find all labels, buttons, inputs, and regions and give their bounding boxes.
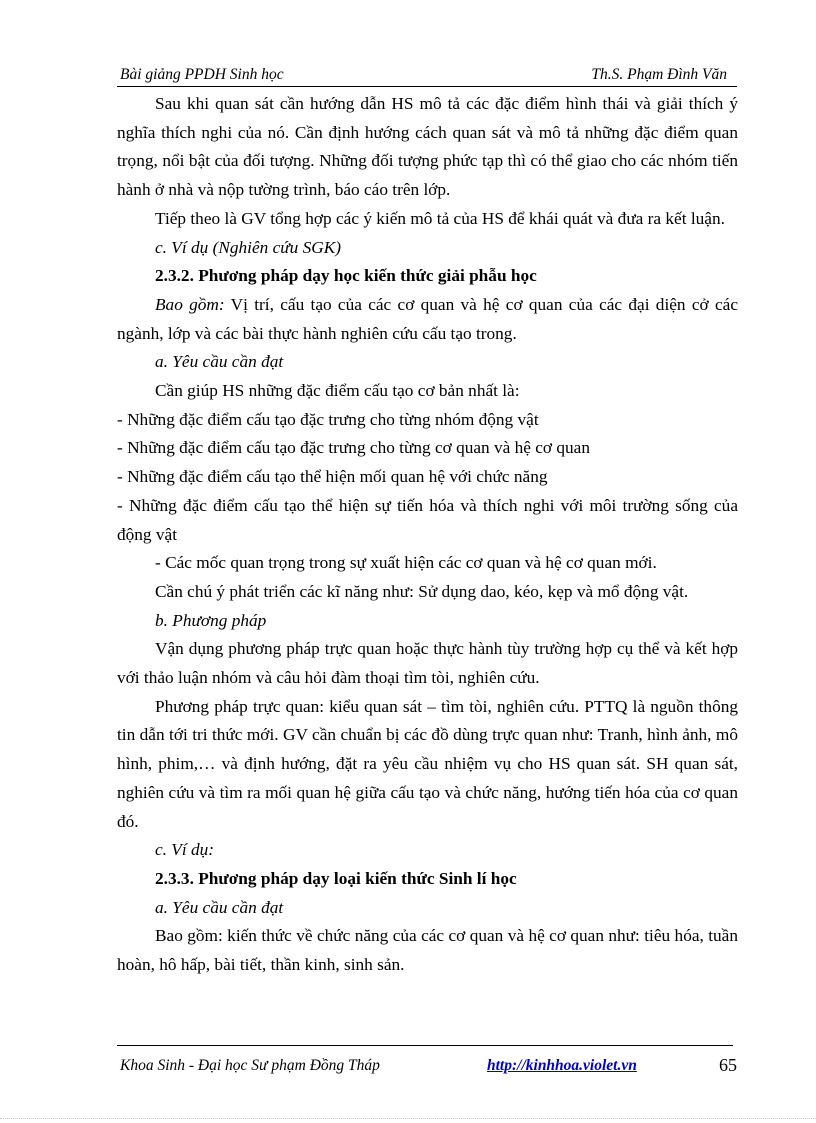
paragraph-conclusion: Tiếp theo là GV tổng hợp các ý kiến mô tả của HS để khái quát và đưa ra kết luận. xyxy=(155,208,725,228)
document-body xyxy=(117,90,738,980)
paragraph-physiology: Bao gồm: kiến thức về chức năng của các cơ quan và hệ cơ quan như: tiêu hóa, tuần hoàn, hô hấp, bài tiết, thần kinh, sinh sản. xyxy=(117,926,738,975)
page-edge-divider xyxy=(0,1118,816,1119)
subheading-method: b. Phương pháp xyxy=(155,610,267,630)
header-course-title: Bài giảng PPDH Sinh học xyxy=(120,66,284,83)
paragraph-basic-features: Cần giúp HS những đặc điểm cấu tạo cơ bản nhất là: xyxy=(155,381,520,401)
paragraph-apply-method: Vận dụng phương pháp trực quan hoặc thực hành tùy trường hợp cụ thể và kết hợp với thảo luận nhóm và câu hỏi đàm thoại tìm tòi, nghiên cứu. xyxy=(117,639,738,688)
paragraph-includes xyxy=(117,291,738,348)
header-author: Th.S. Phạm Đình Văn xyxy=(591,66,727,83)
bullet-item: - Những đặc điểm cấu tạo đặc trưng cho từng nhóm động vật xyxy=(117,409,539,429)
footer-faculty: Khoa Sinh - Đại học Sư phạm Đồng Tháp xyxy=(120,1057,380,1074)
subheading-requirements: a. Yêu cầu cần đạt xyxy=(155,352,284,372)
footer-divider xyxy=(117,1045,733,1046)
section-heading-2-3-2: 2.3.2. Phương pháp dạy học kiến thức giải phẫu học xyxy=(155,266,537,286)
paragraph-visual-method: Phương pháp trực quan: kiểu quan sát – tìm tòi, nghiên cứu. PTTQ là nguồn thông tin dẫn tới tri thức mới. GV cần chuẩn bị các đồ dùng trực quan như: Tranh, hình ảnh, mô hình, phim,… và định hướng, đặt ra yêu cầu nhiệm vụ cho HS quan sát. SH quan sát, nghiên cứu và tìm ra mối quan hệ giữa cấu tạo và chức năng, hướng tiến hóa của cơ quan đó. xyxy=(117,696,738,831)
paragraph-observation: Sau khi quan sát cần hướng dẫn HS mô tả các đặc điểm hình thái và giải thích ý nghĩa thích nghi của nó. Cần định hướng cách quan sát và mô tả những đặc điểm quan trọng, nổi bật của đối tượng. Những đối tượng phức tạp thì có thể giao cho các nhóm tiến hành ở nhà và nộp tường trình, báo cáo trên lớp. xyxy=(117,94,738,200)
subheading-requirements-2: a. Yêu cầu cần đạt xyxy=(155,897,284,917)
footer-website-link[interactable]: http://kinhhoa.violet.vn xyxy=(487,1057,637,1074)
bullet-item: - Những đặc điểm cấu tạo thể hiện mối quan hệ với chức năng xyxy=(117,467,548,487)
subheading-example-sgk: c. Ví dụ (Nghiên cứu SGK) xyxy=(155,237,342,257)
page-header xyxy=(117,64,737,87)
paragraph-skills: Cần chú ý phát triển các kĩ năng như: Sử dụng dao, kéo, kẹp và mổ động vật. xyxy=(155,581,689,601)
bullet-item: - Các mốc quan trọng trong sự xuất hiện các cơ quan và hệ cơ quan mới. xyxy=(155,553,657,573)
page-number: 65 xyxy=(719,1055,737,1075)
bullet-item: - Những đặc điểm cấu tạo thể hiện sự tiến hóa và thích nghi với môi trường sống của động vật xyxy=(117,495,738,544)
includes-lead: Bao gồm: xyxy=(155,294,225,314)
subheading-example: c. Ví dụ: xyxy=(155,840,215,860)
includes-text: Vị trí, cấu tạo của các cơ quan và hệ cơ quan của các đại diện cở các ngành, lớp và các bài thực hành nghiên cứu cấu tạo trong. xyxy=(117,294,738,343)
section-heading-2-3-3: 2.3.3. Phương pháp dạy loại kiến thức Sinh lí học xyxy=(155,868,517,888)
bullet-item: - Những đặc điểm cấu tạo đặc trưng cho từng cơ quan và hệ cơ quan xyxy=(117,438,590,458)
